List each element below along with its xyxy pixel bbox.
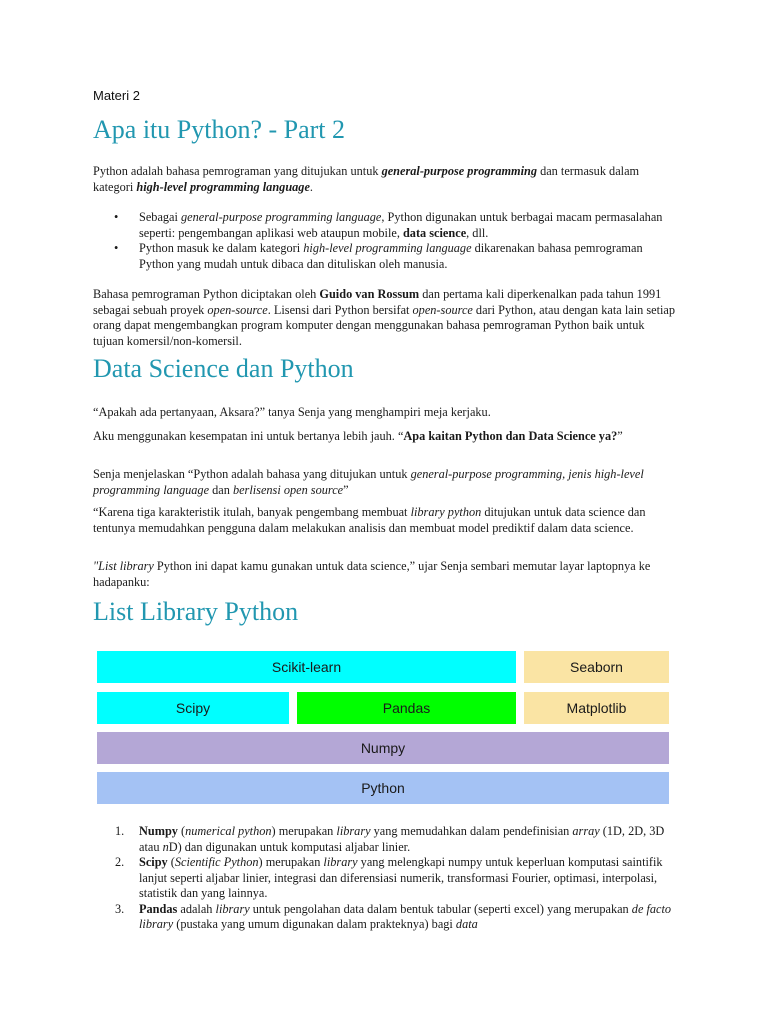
story-paragraph: “Apakah ada pertanyaan, Aksara?” tanya Senja yang menghampiri meja kerjaku. xyxy=(93,405,491,419)
scipy-box: Scipy xyxy=(97,692,289,724)
story-paragraph: "List library Python ini dapat kamu gunakan untuk data science,” ujar Senja sembari memutar layar laptopnya ke hadapanku: xyxy=(93,559,651,589)
section-title-data-science: Data Science dan Python xyxy=(93,354,354,383)
scikit-learn-box: Scikit-learn xyxy=(97,651,516,683)
matplotlib-box: Matplotlib xyxy=(524,692,669,724)
seaborn-box: Seaborn xyxy=(524,651,669,683)
history-paragraph: Bahasa pemrograman Python diciptakan oleh Guido van Rossum dan pertama kali diperkenalkan pada tahun 1991 sebagai sebuah proyek open-source. Lisensi dari Python bersifat open-source dari Python, atau dengan kata lain setiap orang dapat mengembangkan program komputer dengan menggunakan bahasa pemrograman Python baik untuk tujuan komersil/non-komersil. xyxy=(93,287,676,348)
story-paragraph: Senja menjelaskan “Python adalah bahasa yang ditujukan untuk general-purpose programming, jenis high-level programming language dan berlisensi open source” xyxy=(93,467,644,497)
library-stack-diagram xyxy=(97,651,669,804)
bullet-marker: • xyxy=(114,210,119,224)
list-item: 1. Numpy (numerical python) merupakan library yang memudahkan dalam pendefinisian array (1D, 2D, 3D atau nD) dan digunakan untuk komputasi aljabar linier. xyxy=(115,824,665,854)
list-item: 2. Scipy (Scientific Python) merupakan library yang melengkapi numpy untuk keperluan komputasi saintifik lanjut seperti aljabar linier, integrasi dan diferensiasi numerik, transformasi Fourier, optimasi, interpolasi, statistik dan yang lainnya. xyxy=(115,855,663,900)
list-number: 2. xyxy=(115,855,125,869)
library-numbered-list xyxy=(93,824,675,933)
list-item: 3. Pandas adalah library untuk pengolahan data dalam bentuk tabular (seperti excel) yang merupakan de facto library (pustaka yang umum digunakan dalam prakteknya) bagi data xyxy=(115,901,672,931)
story-paragraph: “Karena tiga karakteristik itulah, banyak pengembang membuat library python ditujukan untuk data science dan tentunya memudahkan pengguna dalam melakukan analisis dan membuat model prediktif dalam data science. xyxy=(93,505,646,535)
intro-paragraph: Python adalah bahasa pemrograman yang ditujukan untuk general-purpose programming dan termasuk dalam kategori high-level programming language. xyxy=(93,164,640,194)
list-number: 3. xyxy=(115,901,125,916)
pandas-box: Pandas xyxy=(297,692,516,724)
bullet-marker: • xyxy=(114,241,119,255)
section-title-apa-itu-python: Apa itu Python? - Part 2 xyxy=(93,115,346,144)
bullet-item: • Sebagai general-purpose programming language, Python digunakan untuk berbagai macam permasalahan seperti: pengembangan aplikasi web ataupun mobile, data science, dll. xyxy=(114,210,663,240)
python-box: Python xyxy=(97,772,669,804)
intro-bullet-list xyxy=(93,210,675,272)
story-paragraph: Aku menggunakan kesempatan ini untuk bertanya lebih jauh. “Apa kaitan Python dan Data Science ya?” xyxy=(93,429,623,443)
page-label: Materi 2 xyxy=(93,88,140,103)
list-number: 1. xyxy=(115,824,125,838)
numpy-box: Numpy xyxy=(97,732,669,764)
section-title-list-library: List Library Python xyxy=(93,597,299,626)
bullet-item: • Python masuk ke dalam kategori high-level programming language dikarenakan bahasa pemrograman Python yang mudah untuk dibaca dan dituliskan oleh manusia. xyxy=(114,241,643,271)
